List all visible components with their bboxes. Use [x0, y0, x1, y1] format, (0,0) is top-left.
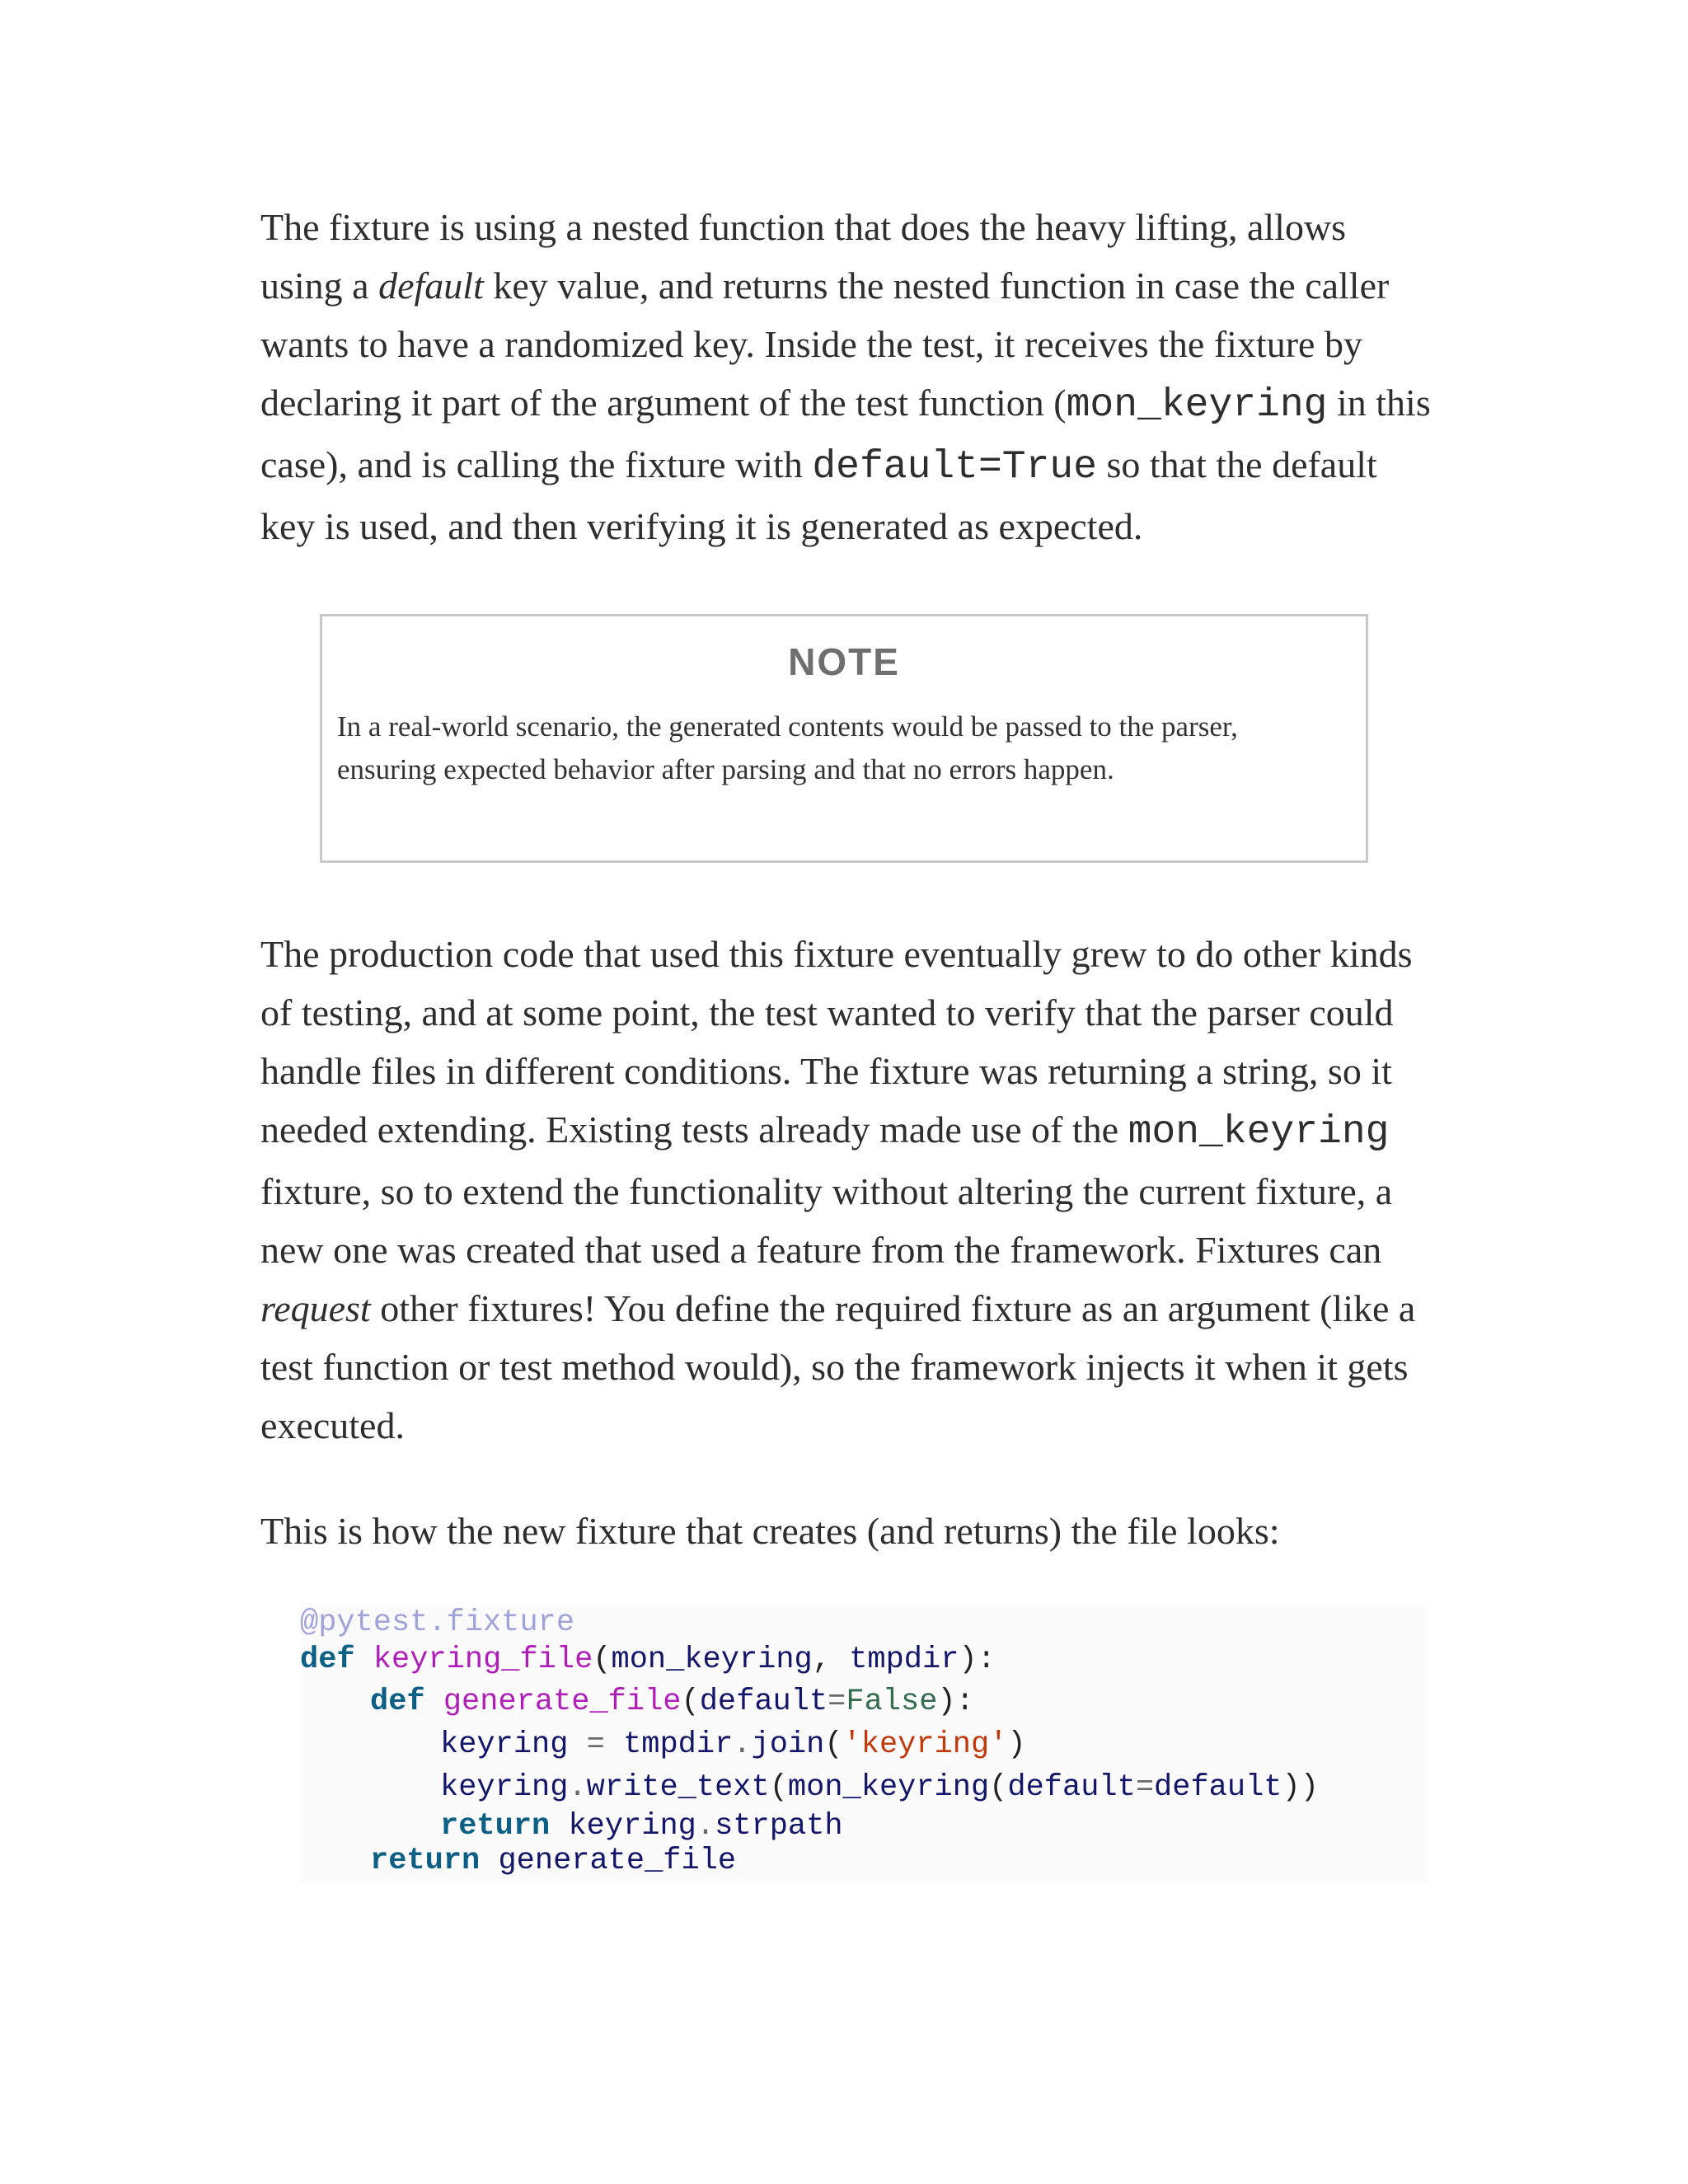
code-keyword: def	[370, 1685, 425, 1719]
code-argument: mon_keyring	[611, 1643, 813, 1677]
code-keyword: return	[370, 1844, 481, 1878]
code-line-3	[370, 1685, 974, 1719]
code-identifier: tmpdir	[623, 1727, 734, 1762]
paragraph-1-emphasis-default: default	[378, 265, 484, 307]
code-function-name: keyring_file	[373, 1643, 593, 1677]
code-operator: .	[568, 1770, 587, 1805]
code-argument: default	[699, 1685, 828, 1719]
code-line-6	[440, 1809, 843, 1844]
code-line-7	[370, 1844, 736, 1878]
code-identifier: default	[1007, 1770, 1136, 1805]
code-identifier: keyring	[440, 1770, 569, 1805]
paragraph-2-text-c: other fixtures! You define the required fixture as an argument (like a test function or test method would), so the framework injects it when it gets executed.	[260, 1287, 1416, 1446]
code-punctuation: ):	[959, 1643, 996, 1677]
paragraph-1-text-d: so that the default key is used, and then verifying it is generated as expected.	[260, 443, 1377, 547]
code-operator: .	[696, 1809, 715, 1844]
code-string: 'keyring'	[842, 1727, 1008, 1762]
paragraph-3-container	[260, 1502, 1431, 1560]
note-body: In a real-world scenario, the generated contents would be passed to the parser, ensuring expected behavior after parsing and that no errors happen.	[337, 710, 1238, 785]
paragraph-2-container	[260, 925, 1431, 1455]
code-identifier: join	[751, 1727, 825, 1762]
code-punctuation: (	[769, 1770, 788, 1805]
inline-code-mon-keyring-2: mon_keyring	[1128, 1110, 1390, 1155]
code-punctuation: (	[681, 1685, 700, 1719]
paragraph-2-emphasis-request: request	[260, 1287, 371, 1329]
code-identifier: keyring	[440, 1727, 569, 1762]
code-identifier: mon_keyring	[787, 1770, 990, 1805]
code-identifier: strpath	[715, 1809, 843, 1844]
code-argument: tmpdir	[849, 1643, 959, 1677]
code-block	[300, 1607, 1428, 1883]
note-title: NOTE	[788, 640, 900, 683]
code-function-name: generate_file	[443, 1685, 682, 1719]
code-keyword: def	[300, 1643, 355, 1677]
code-line-2	[300, 1643, 996, 1677]
code-identifier: generate_file	[498, 1844, 737, 1878]
paragraph-1-text-c: in this case), and is calling the fixture with	[260, 382, 1431, 485]
code-punctuation: ))	[1282, 1770, 1319, 1805]
code-constant: False	[846, 1685, 938, 1719]
code-line-5	[440, 1770, 1319, 1805]
code-punctuation: )	[1007, 1727, 1026, 1762]
code-punctuation: (	[989, 1770, 1008, 1805]
paragraph-1-text-b: key value, and returns the nested function in case the caller wants to have a randomized key. Inside the test, it receives the fixture by declaring it part of the argument of the test function (	[260, 265, 1390, 424]
paragraph-3: This is how the new fixture that creates (and returns) the file looks:	[260, 1510, 1280, 1552]
code-punctuation: (	[593, 1643, 612, 1677]
code-line-4	[440, 1727, 1026, 1762]
code-line-1	[300, 1605, 574, 1640]
code-operator: =	[1135, 1770, 1155, 1805]
note-box	[320, 614, 1368, 863]
code-punctuation: ,	[812, 1643, 850, 1677]
code-punctuation: (	[824, 1727, 843, 1762]
code-operator: =	[828, 1685, 846, 1719]
code-decorator: @pytest.fixture	[300, 1605, 575, 1640]
code-identifier: keyring	[568, 1809, 696, 1844]
paragraph-2-text-b: fixture, so to extend the functionality without altering the current fixture, a new one was created that used a feature from the framework. Fixtures can	[260, 1170, 1393, 1271]
code-identifier: write_text	[586, 1770, 770, 1805]
code-operator: .	[733, 1727, 752, 1762]
code-identifier: default	[1154, 1770, 1282, 1805]
paragraph-2	[260, 925, 1431, 1455]
paragraph-1-text-a: The fixture is using a nested function that does the heavy lifting, allows using a	[260, 206, 1347, 307]
inline-code-mon-keyring: mon_keyring	[1066, 383, 1328, 428]
paragraph-2-text-a: The production code that used this fixture eventually grew to do other kinds of testing, and at some point, the test wanted to verify that the parser could handle files in different conditions. The fixture was returning a string, so it needed extending. Existing tests already made use of the	[260, 933, 1413, 1151]
code-keyword: return	[440, 1809, 551, 1844]
paragraph-1-container	[260, 198, 1431, 555]
paragraph-1	[260, 198, 1431, 555]
code-operator: =	[568, 1727, 624, 1762]
inline-code-default-true: default=True	[812, 445, 1097, 490]
code-punctuation: ):	[937, 1685, 974, 1719]
